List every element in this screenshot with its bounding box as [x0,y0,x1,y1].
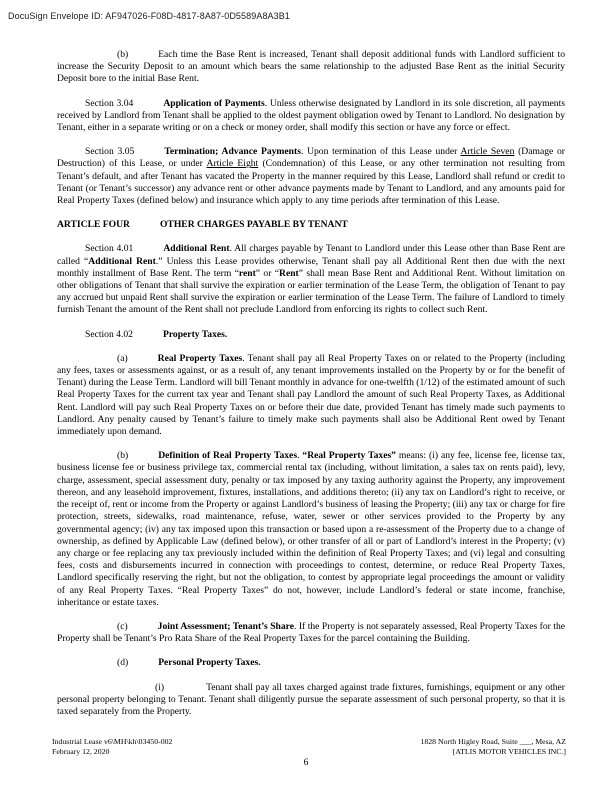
text-run: “Real Property Taxes” [302,450,396,462]
text-run: Termination; Advance Payments [164,146,301,158]
text-run: Application of Payments [163,97,265,109]
text-run: rent [238,267,256,279]
para-4-02-d-personal-property-taxes [57,657,565,669]
text-run: (a) [117,352,128,364]
text-run: Rent [279,267,299,279]
text-run: Section 3.05 [85,146,135,158]
text-run: (Condemnation) of this Lease, or any other termination not resulting from Tenant’s default, and after Tenant has vacated the Property in the manner required by this Lease, Landlord shall refund or credit to Tenant (or Tenant’s successor) any advance rent or other advance payments made by Tenant to Landlord, and any amounts paid for Real Property Taxes (defined below) and insurance which apply to any time periods after termination of this Lease. [57,158,565,207]
section-4-01-additional-rent [57,243,565,316]
text-run: (c) [117,620,128,632]
text-run: ” shall mean Base Rent and Additional Rent. Without limitation on other obligations of Tenant that shall survive the expiration or earlier termination of the Lease Term, the obligation of Tenant to pay any accrued but unpaid Rent shall survive the expiration or earlier termination of the Lease Term. The failure of Landlord to timely furnish Tenant the amount of the Rent shall not preclude Landlord from enforcing its rights to collect such Rent. [57,267,565,316]
text-run: (b) [117,49,129,60]
footer-document-ref [52,737,172,757]
section-3-04-application-of-payments [57,98,565,135]
article-four-heading [57,219,565,231]
para-3-03-b-security-deposit [57,49,565,86]
text-run: Personal Property Taxes. [158,657,261,669]
text-run: . If the Property is not separately assessed, Real Property Taxes for the Property shall be Tenant’s Pro Rata Share of the Real Property Taxes for the parcel containing the Building. [57,620,565,645]
text-run: . Tenant shall pay all Real Property Taxes on or related to the Property (including any fees, taxes or assessments against, or as a result of, any tenant improvements installed on the Property by or for the benefit of Tenant) during the Lease Term. Landlord will bill Tenant monthly in advance for one-twelfth (1/12) of the estimated amount of such Real Property Taxes for the current tax year and Tenant shall pay Landlord the amount of such Real Property Taxes, as Additional Rent. Landlord will pay such Real Property Taxes on or before their due date, provided Tenant has timely made such payments to Landlord. Any penalty caused by Tenant’s failure to timely make such payments shall also be Additional Rent owed by Tenant immediately upon demand. [57,352,565,438]
text-run: . Upon termination of this Lease under [300,146,461,158]
text-run: Additional Rent [163,243,230,255]
text-run: .” Unless this Lease provides otherwise, Tenant shall pay all Additional Rent then due with the next monthly installment of Base Rent. The term “ [57,255,566,279]
text-run: (d) [117,657,129,669]
text-run: Real Property Taxes [157,352,243,364]
footer-company-line: [ATLIS MOTOR VEHICLES INC.] [452,747,566,756]
page-number: 6 [303,757,309,768]
text-run: ARTICLE FOUR [57,219,130,231]
text-run: . [297,450,303,462]
footer-date-line: February 12, 2020 [52,747,110,756]
text-run: Tenant shall pay all taxes charged against trade fixtures, furnishings, equipment or any other personal property belonging to Tenant. Tenant shall diligently pursue the separate assessment of such personal property, so that it is taxed separately from the Property. [57,681,565,717]
text-run: (Damage or Destruction) of this Lease, or under [57,146,565,170]
text-run: (i) [155,681,165,693]
text-run: Article Eight [206,158,259,170]
section-4-02-property-taxes [57,329,565,341]
text-run: Section 3.04 [85,97,134,109]
footer-address-line: 1828 North Higley Road, Suite ___, Mesa, AZ [420,737,566,746]
text-run: Section 4.01 [85,243,134,255]
text-run: ” or “ [255,267,280,279]
footer-ref-line: Industrial Lease v6\MH\kh\03450-002 [52,737,173,746]
footer-address-block [420,737,566,757]
text-run: . All charges payable by Tenant to Landlord under this Lease other than Base Rent are called “ [57,243,566,267]
text-run: OTHER CHARGES PAYABLE BY TENANT [159,219,348,231]
text-run: Each time the Base Rent is increased, Tenant shall deposit additional funds with Landlord sufficient to increase the Security Deposit to an amount which bears the same relationship to the adjusted Base Rent as the initial Security Deposit bore to the initial Base Rent. [57,49,565,85]
lease-document-body [57,49,565,730]
section-3-05-termination-advance-payments [57,146,565,207]
text-run: Section 4.02 [85,328,133,340]
text-run: Additional Rent [88,255,156,267]
para-4-02-d-i-trade-fixtures [57,682,565,719]
text-run: means: (i) any fee, license fee, license tax, business license fee or business privilege tax, commercial rental tax (including, without limitation, a sales tax on rents paid), levy, charge, assessment, special assessment duty, penalty or tax imposed by any taxing authority against the Property, any improvement thereon, and any leasehold improvement, fixtures, installations, and additions thereto; (ii) any tax on Landlord’s right to receive, or the receipt of, rent or income from the Property or against Landlord’s business of leasing the Property; (iii) any tax or charge for fire protection, streets, sidewalks, road maintenance, refuse, water, sewer or other services provided to the Property by any governmental agency; (iv) any tax imposed upon this transaction or based upon a re-assessment of the Property due to a change of ownership, as defined by Applicable Law (defined below), or other transfer of all or part of Landlord’s interest in the Property; (v) any charge or fee replacing any tax previously included within the definition of Real Property Taxes; and (vi) legal and consulting fees, costs and disbursements incurred in connection with proceedings to contest, determine, or reduce Real Property Taxes, Landlord specifically reserving the right, but not the obligation, to contest by appropriate legal proceedings the amount or validity of any Real Property Taxes. “Real Property Taxes” do not, however, include Landlord’s federal or state income, franchise, inheritance or estate taxes. [57,450,566,608]
text-run: Article Seven [460,146,515,158]
para-4-02-c-joint-assessment [57,621,565,645]
page-footer [52,737,566,757]
text-run: Definition of Real Property Taxes [158,450,298,462]
para-4-02-b-definition-real-property-taxes [57,450,565,609]
docusign-envelope-id: DocuSign Envelope ID: AF947026-F08D-4817-8A87-0D5589A8A3B1 [8,11,290,21]
text-run: . Unless otherwise designated by Landlord in its sole discretion, all payments received by Landlord from Tenant shall be applied to the oldest payment obligation owed by Tenant to Landlord. No designation by Tenant, either in a separate writing or on a check or money order, shall modify this section or have any force or effect. [57,97,566,134]
text-run: (b) [117,450,129,462]
text-run: Property Taxes. [162,328,228,340]
text-run: Joint Assessment; Tenant’s Share [157,620,295,632]
para-4-02-a-real-property-taxes [57,353,565,438]
